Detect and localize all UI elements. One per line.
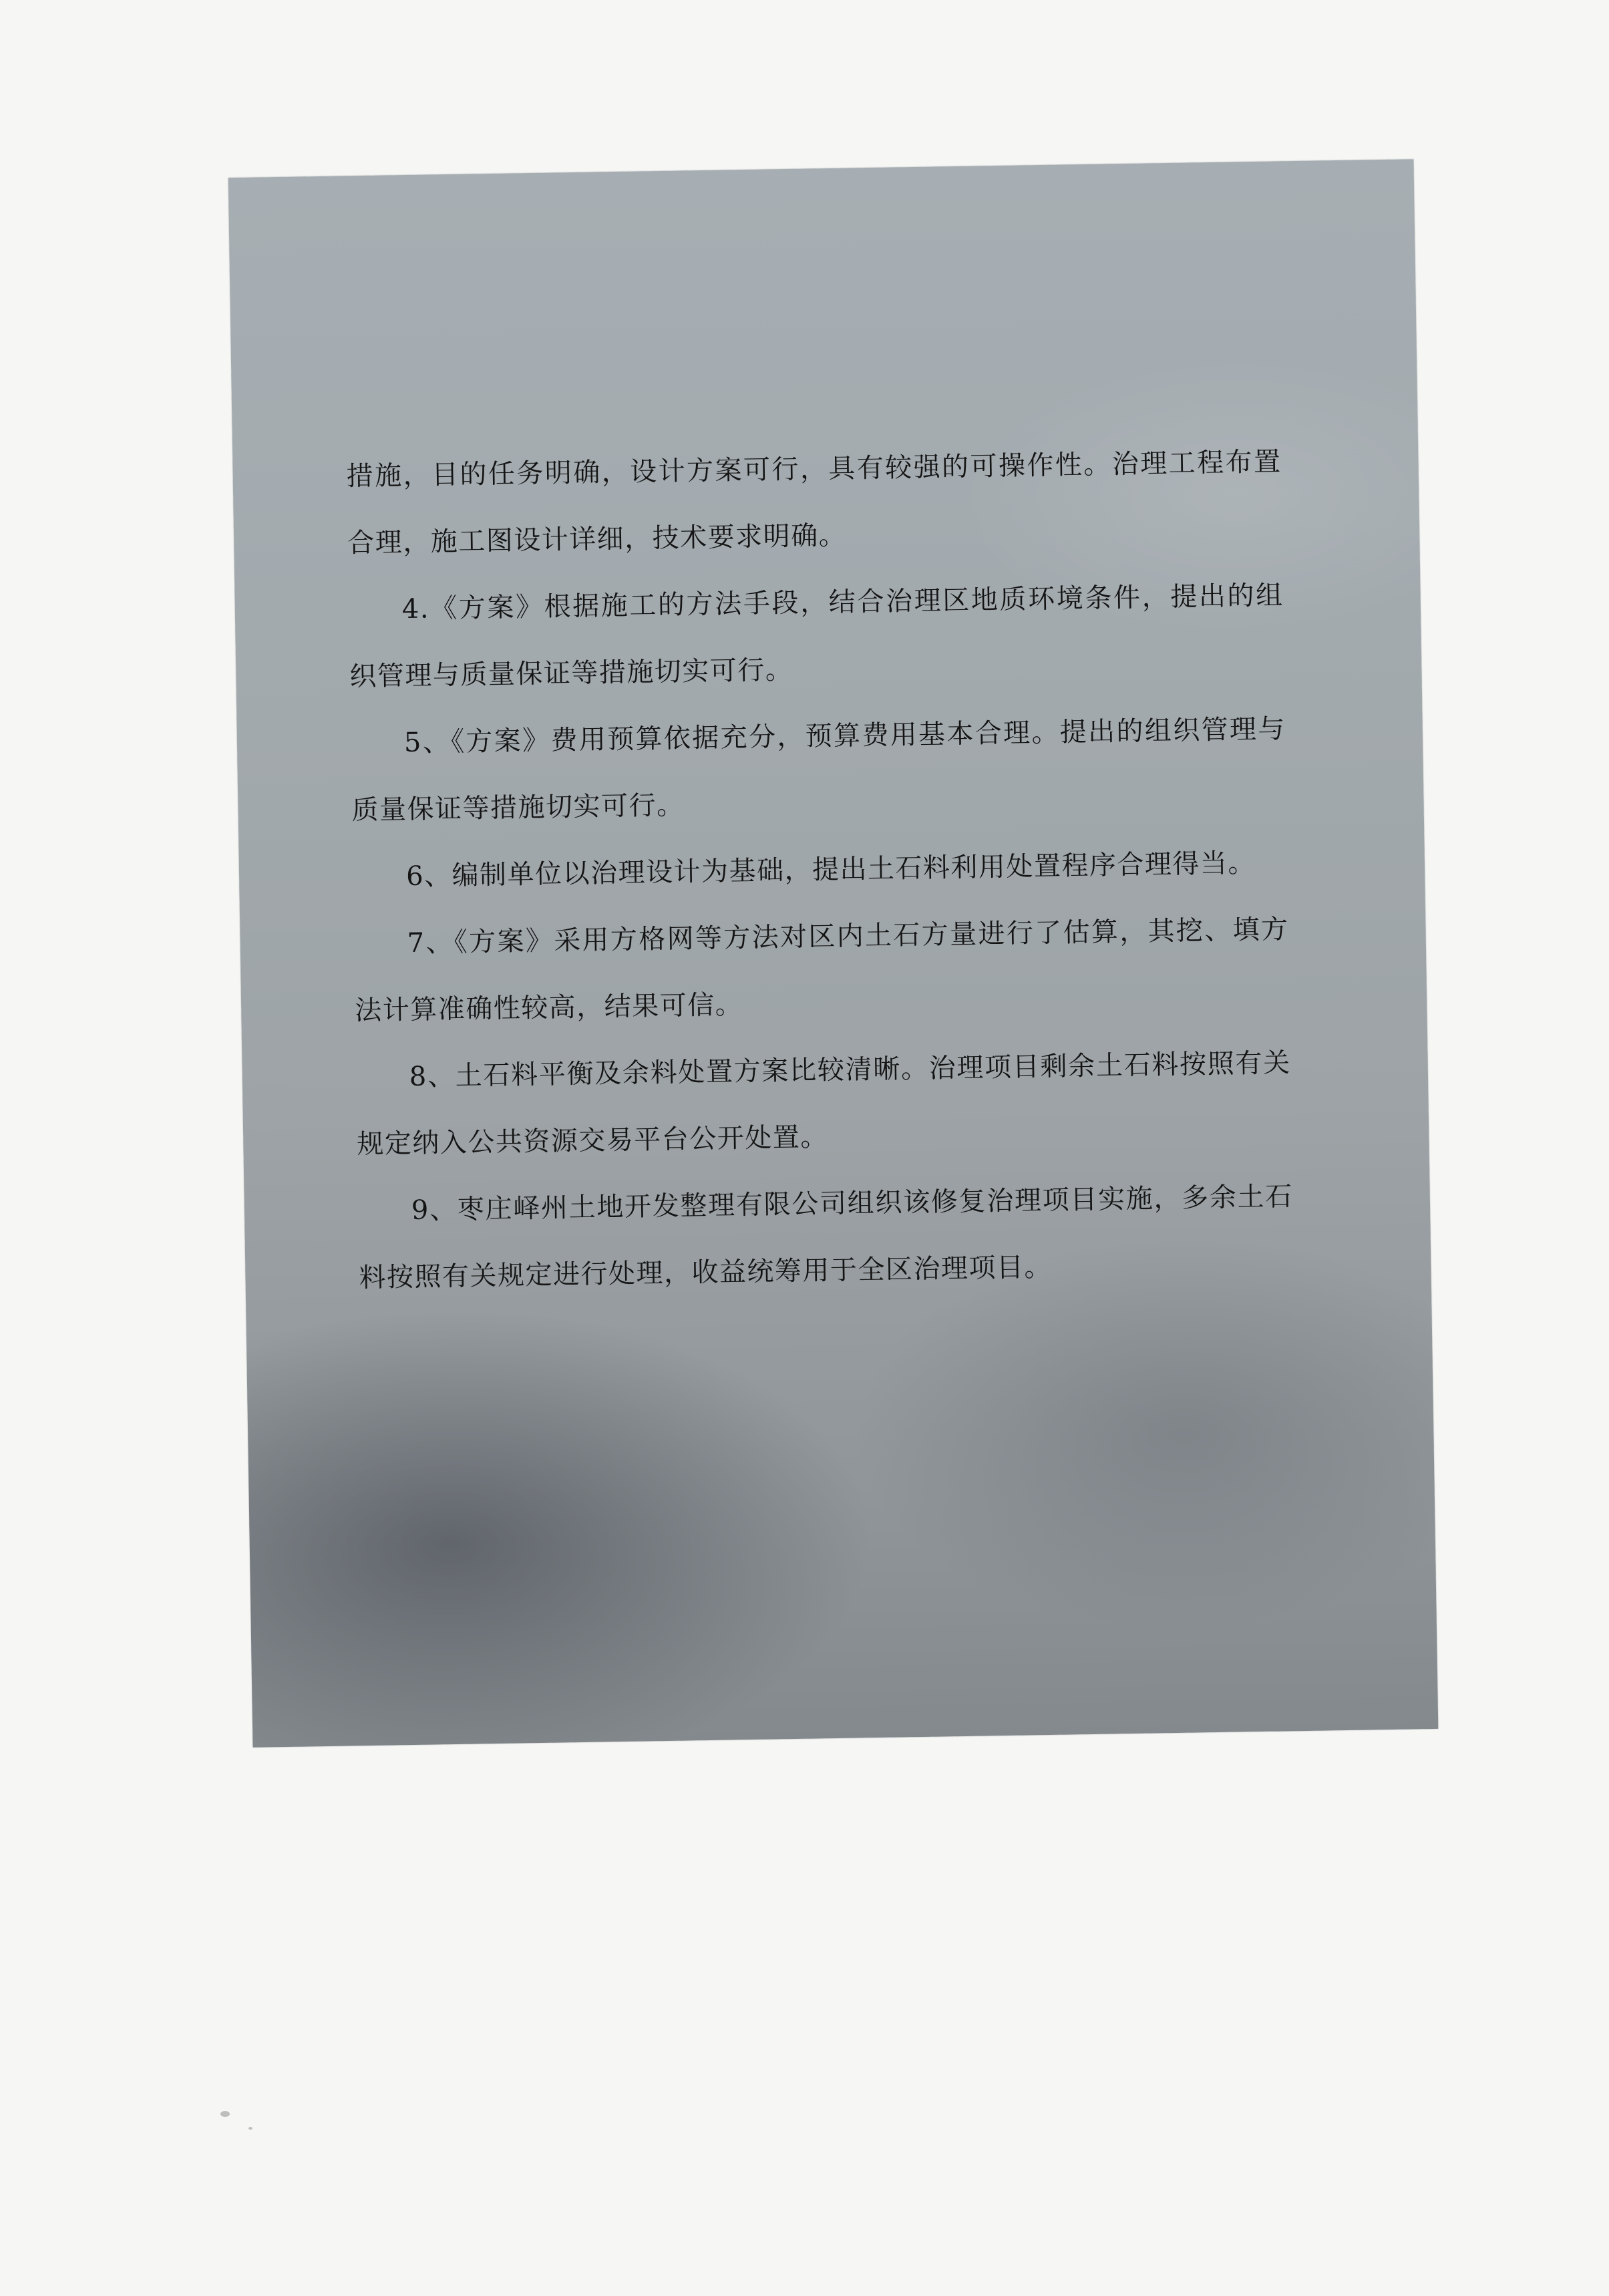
paragraph-item-9: 9、枣庄峄州土地开发整理有限公司组织该修复治理项目实施，多余土石料按照有关规定进行处理，收益统筹用于全区治理项目。 (359, 1181, 1294, 1294)
paragraph-item-8: 8、土石料平衡及余料处置方案比较清晰。治理项目剩余土石料按照有关规定纳入公共资源交易平台公开处置。 (357, 1047, 1292, 1160)
photocopied-sheet (228, 159, 1439, 1748)
paragraph-continuation: 措施，目的任务明确，设计方案可行，具有较强的可操作性。治理工程布置合理，施工图设计详细，技术要求明确。 (346, 446, 1282, 559)
scan-speck (220, 2111, 230, 2117)
document-body (346, 428, 1294, 1311)
paragraph-item-4: 4.《方案》根据施工的方法手段，结合治理区地质环境条件，提出的组织管理与质量保证等措施切实可行。 (349, 580, 1284, 693)
paragraph-item-5: 5、《方案》费用预算依据充分，预算费用基本合理。提出的组织管理与质量保证等措施切实可行。 (351, 713, 1286, 826)
paragraph-item-7: 7、《方案》采用方格网等方法对区内土石方量进行了估算，其挖、填方法计算准确性较高，结果可信。 (354, 914, 1289, 1027)
paragraph-item-6: 6、编制单位以治理设计为基础，提出土石料利用处置程序合理得当。 (405, 848, 1256, 892)
scan-speck (248, 2127, 252, 2130)
